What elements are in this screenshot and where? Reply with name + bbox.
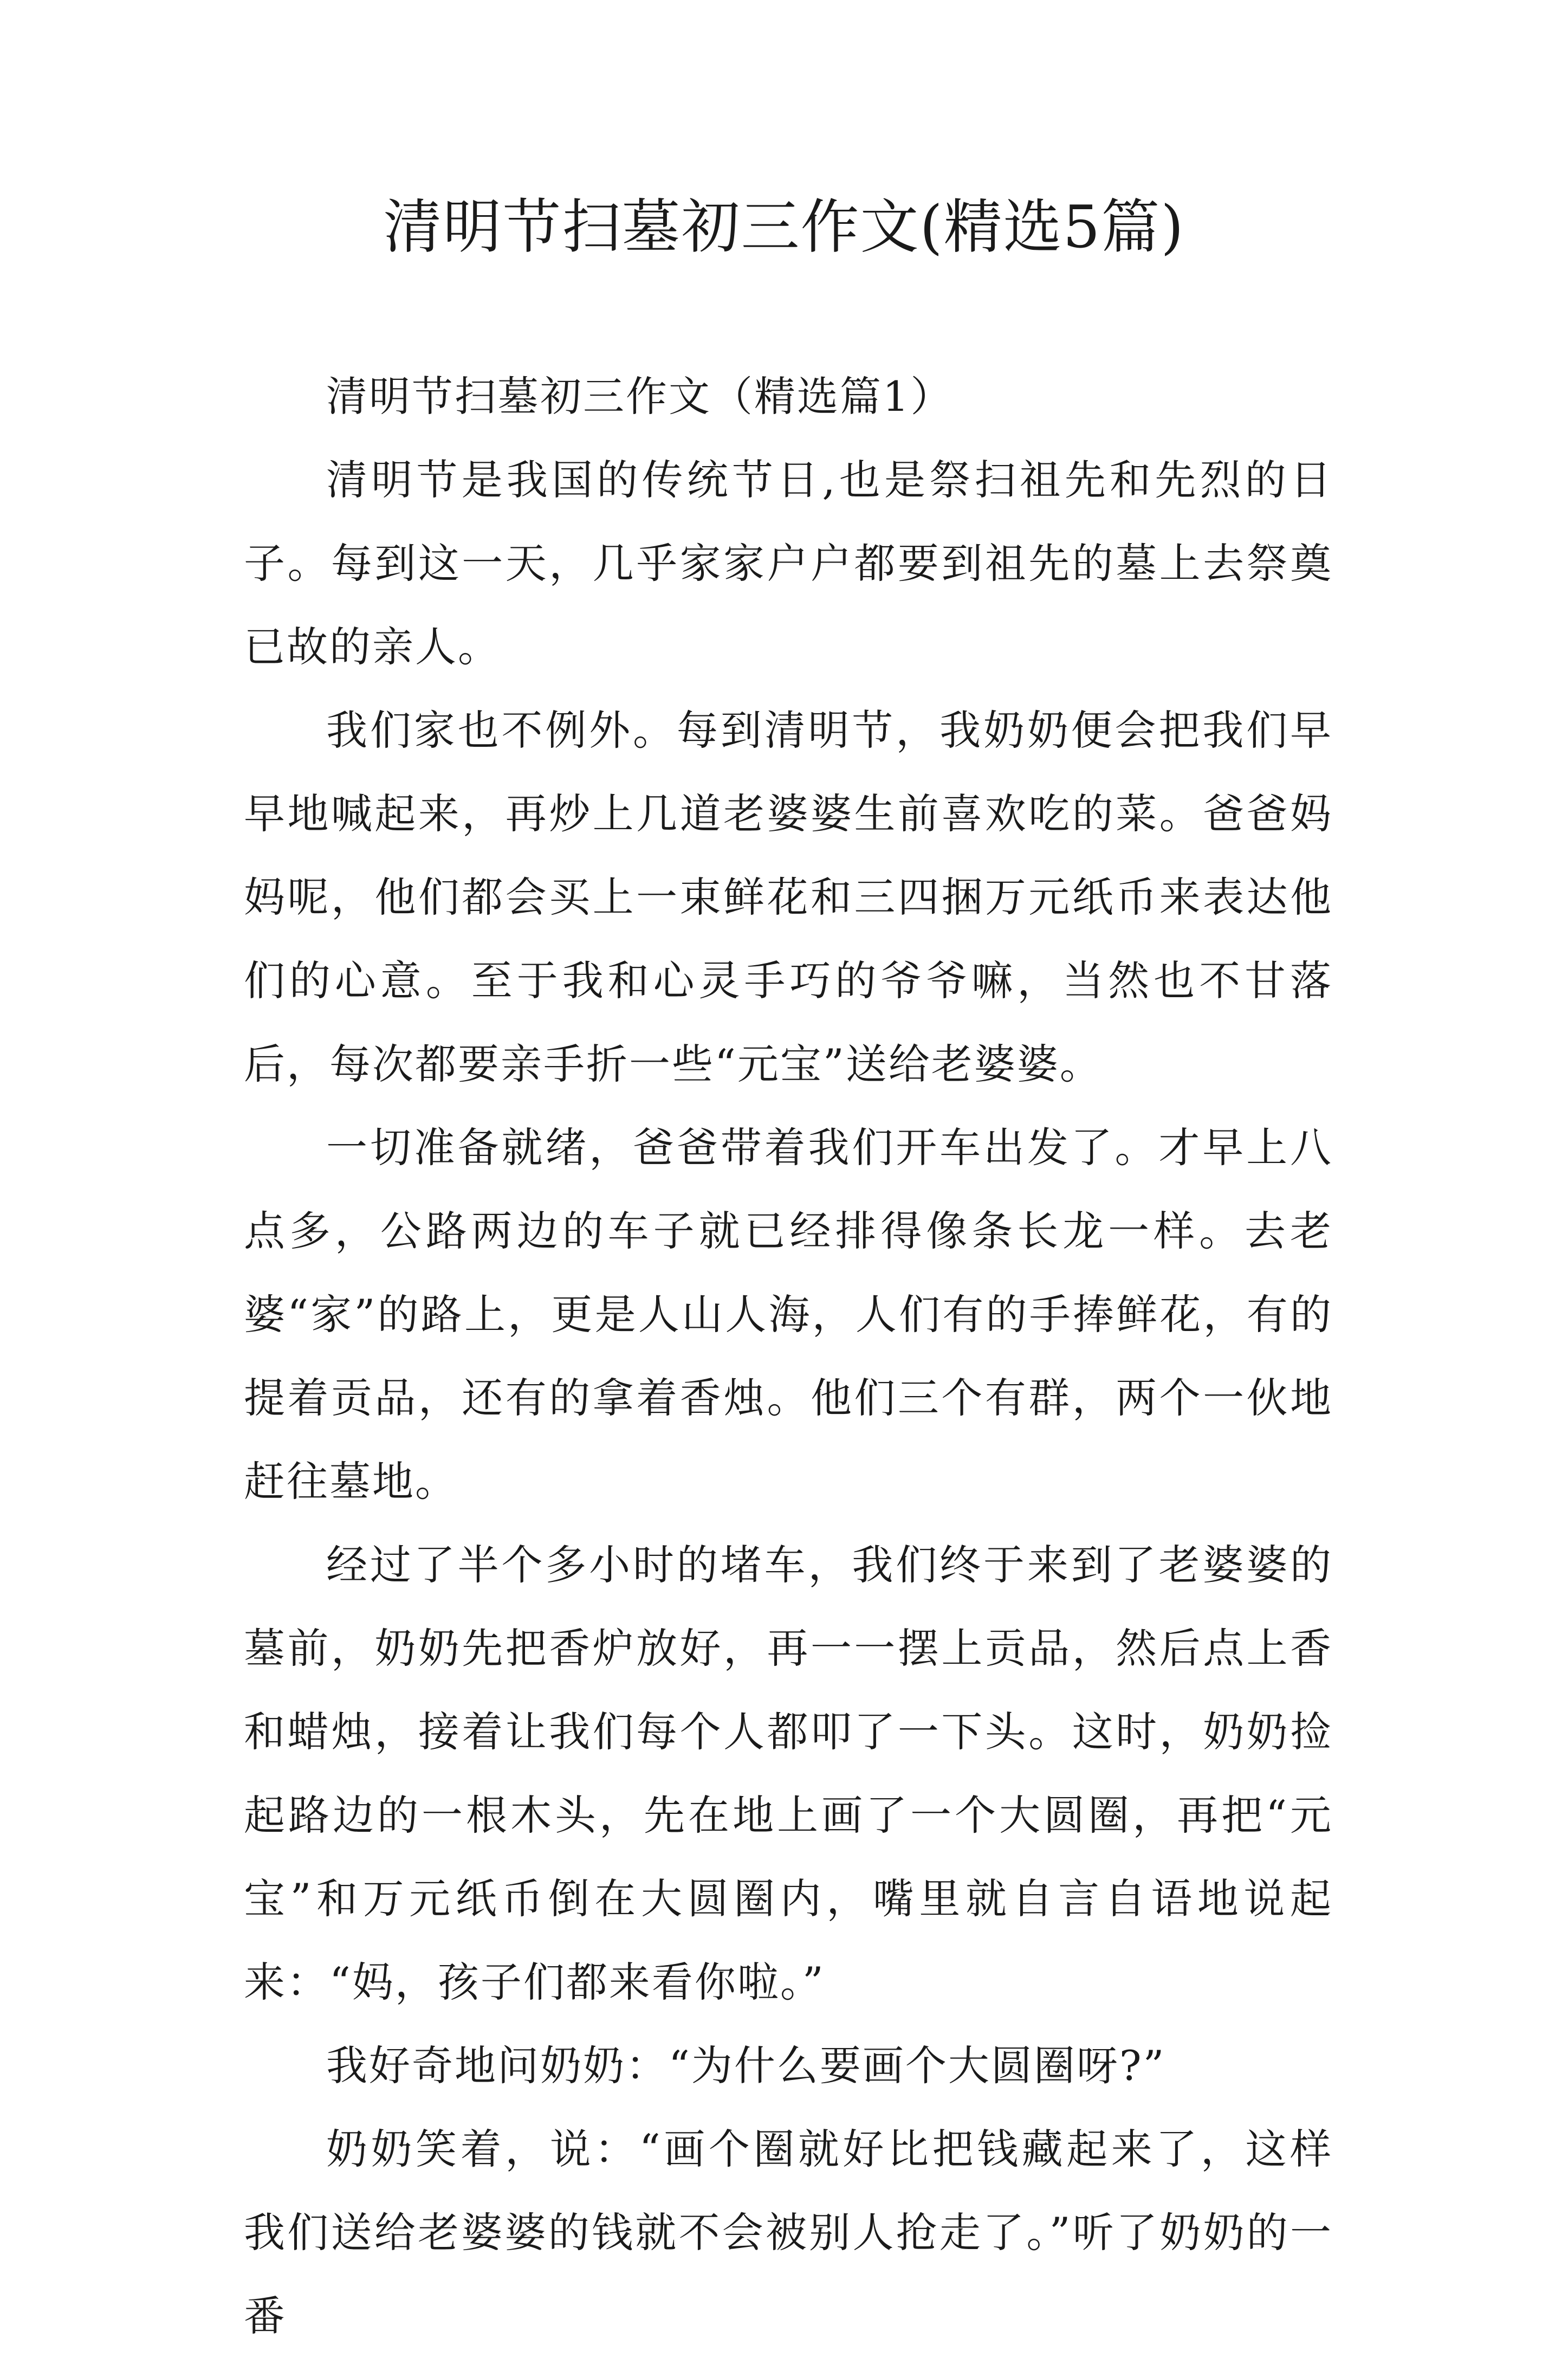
document-title: 清明节扫墓初三作文(精选5篇) [383, 193, 1185, 261]
document-body [244, 355, 1333, 2358]
section-heading: 清明节扫墓初三作文（精选篇1） [326, 372, 954, 421]
paragraph: 我好奇地问奶奶：“为什么要画个大圆圈呀?” [326, 2042, 1166, 2090]
paragraph: 清明节是我国的传统节日,也是祭扫祖先和先烈的日子。每到这一天，几乎家家户户都要到祖先的墓上去祭奠已故的亲人。 [244, 456, 1333, 671]
paragraph: 奶奶笑着，说：“画个圈就好比把钱藏起来了，这样我们送给老婆婆的钱就不会被别人抢走了。”听了奶奶的一番 [244, 2125, 1333, 2340]
paragraph: 我们家也不例外。每到清明节，我奶奶便会把我们早早地喊起来，再炒上几道老婆婆生前喜欢吃的菜。爸爸妈妈呢，他们都会买上一束鲜花和三四捆万元纸币来表达他们的心意。至于我和心灵手巧的爷爷嘛，当然也不甘落后，每次都要亲手折一些“元宝”送给老婆婆。 [244, 706, 1333, 1088]
paragraph: 经过了半个多小时的堵车，我们终于来到了老婆婆的墓前，奶奶先把香炉放好，再一一摆上贡品，然后点上香和蜡烛，接着让我们每个人都叩了一下头。这时，奶奶捡起路边的一根木头，先在地上画了一个大圆圈，再把“元宝”和万元纸币倒在大圆圈内，嘴里就自言自语地说起来：“妈，孩子们都来看你啦。” [244, 1541, 1333, 2006]
paragraph: 一切准备就绪，爸爸带着我们开车出发了。才早上八点多，公路两边的车子就已经排得像条长龙一样。去老婆“家”的路上，更是人山人海，人们有的手捧鲜花，有的提着贡品，还有的拿着香烛。他们三个有群，两个一伙地赶往墓地。 [244, 1123, 1333, 1506]
